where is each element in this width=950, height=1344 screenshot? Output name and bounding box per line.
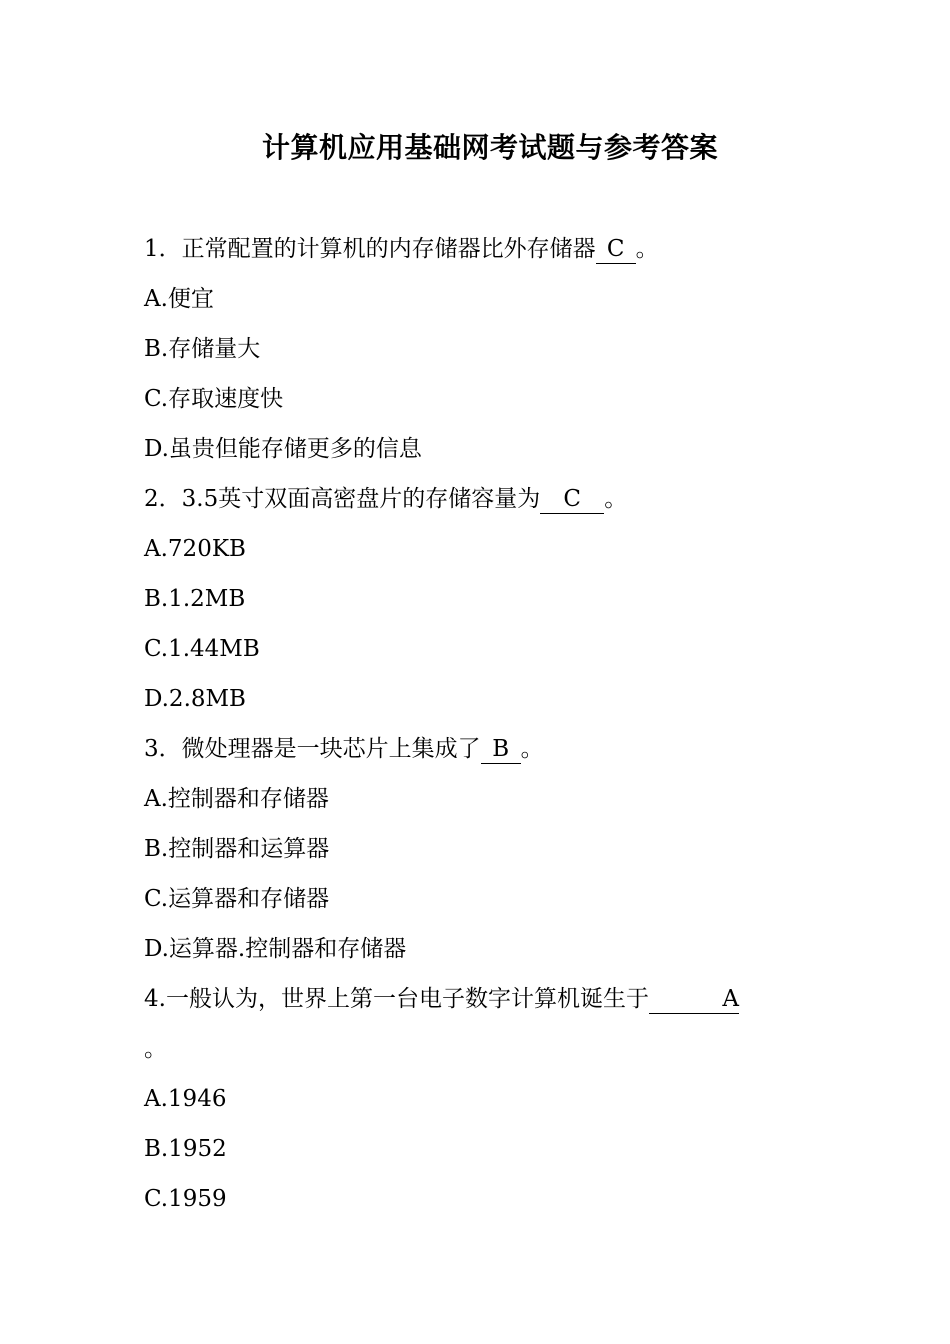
question-1-option-c: C.存取速度快	[144, 386, 284, 412]
document-title: 计算机应用基础网考试题与参考答案	[261, 131, 718, 164]
question-1-option-b: B.存储量大	[144, 336, 261, 362]
question-1-text: 1．正常配置的计算机的内存储器比外存储器	[144, 236, 596, 262]
question-3-suffix: 。	[520, 736, 544, 762]
question-2-option-c: C.1.44MB	[144, 636, 260, 662]
question-4-option-a: A.1946	[144, 1086, 227, 1112]
question-1	[144, 232, 844, 282]
question-1-option-a: A.便宜	[144, 286, 214, 312]
question-2-text: 2．3.5英寸双面高密盘片的存储容量为	[144, 486, 541, 512]
question-4-answer-blank: A	[649, 985, 739, 1014]
question-4-suffix: 。	[144, 1036, 167, 1062]
question-4-option-c: C.1959	[144, 1186, 227, 1212]
question-4	[144, 982, 844, 1032]
question-4-suffix-line	[144, 1032, 844, 1082]
question-list	[144, 232, 844, 1232]
question-3	[144, 732, 844, 782]
question-3-option-a: A.控制器和存储器	[144, 786, 329, 812]
question-1-suffix: 。	[635, 236, 659, 262]
question-1-option-d: D.虽贵但能存储更多的信息	[144, 436, 422, 462]
question-1-answer-blank: C	[596, 235, 636, 264]
question-2	[144, 482, 844, 532]
question-4-option-b: B.1952	[144, 1136, 227, 1162]
question-2-suffix: 。	[604, 486, 628, 512]
question-3-option-b: B.控制器和运算器	[144, 836, 330, 862]
question-2-option-d: D.2.8MB	[144, 686, 246, 712]
question-2-option-b: B.1.2MB	[144, 586, 246, 612]
question-3-text: 3．微处理器是一块芯片上集成了	[144, 736, 481, 762]
question-2-option-a: A.720KB	[144, 536, 246, 562]
question-4-text: 4.一般认为，世界上第一台电子数字计算机诞生于	[144, 986, 649, 1012]
question-3-option-c: C.运算器和存储器	[144, 886, 330, 912]
question-2-answer-blank: C	[540, 485, 604, 514]
question-3-answer-blank: B	[481, 735, 521, 764]
question-3-option-d: D.运算器.控制器和存储器	[144, 936, 407, 962]
